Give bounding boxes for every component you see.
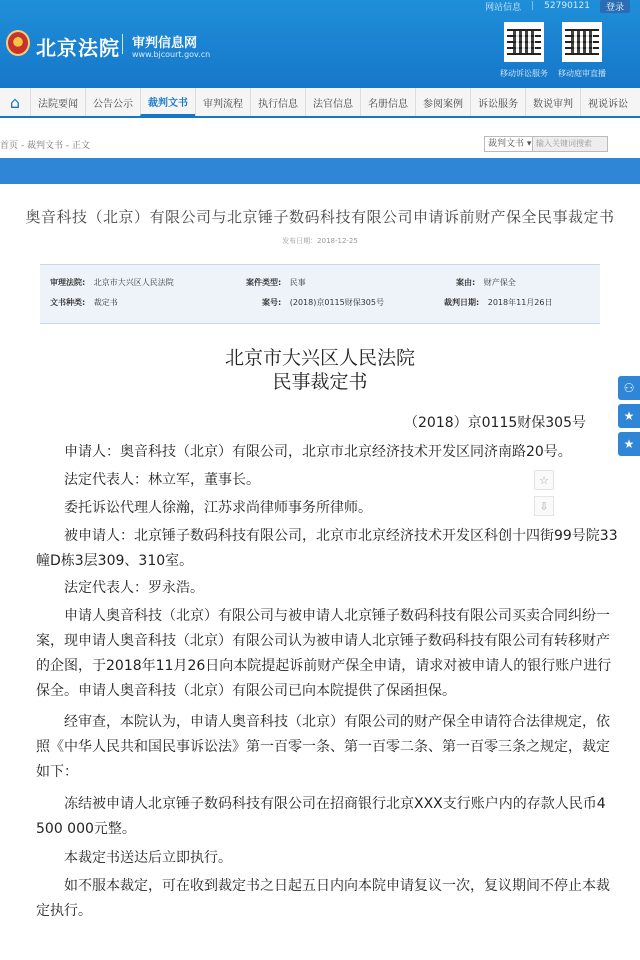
nav-item-video[interactable]: 视说诉讼 — [580, 88, 635, 116]
search-input[interactable]: 输入关键词搜索 — [533, 137, 607, 151]
judgment-date-label: 裁判日期: — [444, 298, 480, 307]
star-icon[interactable]: ★ — [618, 404, 640, 428]
home-icon[interactable]: ⌂ — [9, 92, 21, 112]
paragraph: 冻结被申请人北京锤子数码科技有限公司在招商银行北京XXX支行账户内的存款人民币4 500 000元整。 — [36, 796, 606, 837]
nav-item-roster[interactable]: 名册信息 — [360, 88, 415, 116]
court-field — [50, 277, 174, 288]
nav-item-judgments[interactable]: 裁判文书 — [140, 88, 195, 116]
qr-caption: 移动庭审直播 — [558, 69, 606, 78]
star-outline-icon[interactable]: ☆ — [534, 470, 554, 490]
doc-type-value: 裁定书 — [93, 298, 118, 307]
document-title: 奥音科技（北京）有限公司与北京锤子数码科技有限公司申请诉前财产保全民事裁定书 — [25, 208, 615, 226]
qr-code-icon[interactable] — [562, 22, 602, 62]
paragraph: 申请人：奥音科技（北京）有限公司，北京市北京经济技术开发区同济南路20号。 — [64, 444, 572, 460]
site-logo-title[interactable]: 北京法院 — [36, 36, 120, 60]
cause-value: 财产保全 — [483, 278, 516, 287]
nav-item-litigation-service[interactable]: 诉讼服务 — [470, 88, 525, 116]
search-box — [484, 136, 608, 152]
user-group-icon[interactable]: ⚇ — [618, 376, 640, 400]
paragraph: 如不服本裁定，可在收到裁定书之日起五日内向本院申请复议一次，复议期间不停止本裁定执行。 — [36, 878, 610, 919]
login-button[interactable]: 登录 — [600, 0, 630, 13]
nav-item-data[interactable]: 数说审判 — [525, 88, 580, 116]
paragraph: 委托诉讼代理人徐瀚，江苏求尚律师事务所律师。 — [64, 500, 372, 516]
site-header — [0, 0, 640, 88]
judgment-date-value: 2018年11月26日 — [487, 298, 553, 307]
court-heading — [0, 346, 640, 394]
site-url: www.bjcourt.gov.cn — [132, 50, 211, 59]
banner-strip — [0, 158, 640, 184]
paragraph: 本裁定书送达后立即执行。 — [64, 850, 232, 866]
topbar-separator: | — [531, 1, 535, 11]
court-emblem-icon — [6, 30, 30, 56]
search-scope-value: 裁判文书 — [488, 139, 525, 149]
main-nav — [0, 88, 640, 118]
judgment-date-field — [444, 297, 552, 308]
court-label: 审理法院: — [50, 278, 86, 287]
doc-type-label: 文书种类: — [50, 298, 86, 307]
paragraph: 法定代表人：林立军，董事长。 — [64, 472, 260, 488]
nav-item-reference-cases[interactable]: 参阅案例 — [415, 88, 470, 116]
topbar-site-info-link[interactable]: 网站信息 — [485, 2, 522, 13]
cause-label: 案由: — [456, 278, 476, 287]
qr-code-icon[interactable] — [504, 22, 544, 62]
case-type-label: 案件类型: — [246, 278, 282, 287]
search-scope-select[interactable]: 裁判文书 ▾ — [485, 137, 533, 151]
case-number: （2018）京0115财保305号 — [404, 415, 586, 431]
nav-item-trial-process[interactable]: 审判流程 — [195, 88, 250, 116]
case-number-value: (2018)京0115财保305号 — [289, 298, 384, 307]
case-number-field — [262, 297, 384, 308]
court-value: 北京市大兴区人民法院 — [93, 278, 174, 287]
breadcrumb-bar — [0, 132, 640, 156]
site-subtitle: 审判信息网 — [132, 36, 198, 51]
paragraph: 法定代表人：罗永浩。 — [64, 580, 204, 596]
paragraph: 申请人奥音科技（北京）有限公司与被申请人北京锤子数码科技有限公司买卖合同纠纷一案，现申请人奥音科技（北京）有限公司认为被申请人北京锤子数码科技有限公司有转移财产的企图，于2018年11月26日向本院提起诉前财产保全申请，请求对被申请人的银行账户进行保全。申请人奥音科技（北京）有限公司已向本院提供了保函担保。 — [36, 608, 612, 699]
topbar-phone: 52790121 — [544, 1, 590, 11]
qr-caption: 移动诉讼服务 — [500, 69, 548, 78]
nav-item-news[interactable]: 法院要闻 — [30, 88, 85, 116]
case-type-field — [246, 277, 306, 288]
doc-type-field — [50, 297, 118, 308]
nav-item-announcements[interactable]: 公告公示 — [85, 88, 140, 116]
logo-divider — [122, 34, 123, 54]
document-kind: 民事裁定书 — [272, 371, 368, 393]
cause-field — [456, 277, 516, 288]
paragraph: 被申请人：北京锤子数码科技有限公司，北京市北京经济技术开发区科创十四街99号院33幢D栋3层309、310室。 — [36, 528, 618, 569]
topbar — [485, 0, 630, 12]
case-type-value: 民事 — [289, 278, 306, 287]
download-icon[interactable]: ⇩ — [534, 496, 554, 516]
case-info-panel — [40, 264, 600, 324]
case-number-label: 案号: — [262, 298, 282, 307]
nav-item-enforcement[interactable]: 执行信息 — [250, 88, 305, 116]
star-icon[interactable]: ★ — [618, 432, 640, 456]
paragraph: 经审查，本院认为，申请人奥音科技（北京）有限公司的财产保全申请符合法律规定，依照《中华人民共和国民事诉讼法》第一百零一条、第一百零二条、第一百零三条之规定，裁定如下： — [36, 714, 610, 780]
nav-item-judges[interactable]: 法官信息 — [305, 88, 360, 116]
publish-date: 发布日期：2018-12-25 — [282, 237, 358, 245]
court-name: 北京市大兴区人民法院 — [224, 347, 415, 369]
breadcrumb[interactable]: 首页 - 裁判文书 - 正文 — [0, 141, 90, 151]
